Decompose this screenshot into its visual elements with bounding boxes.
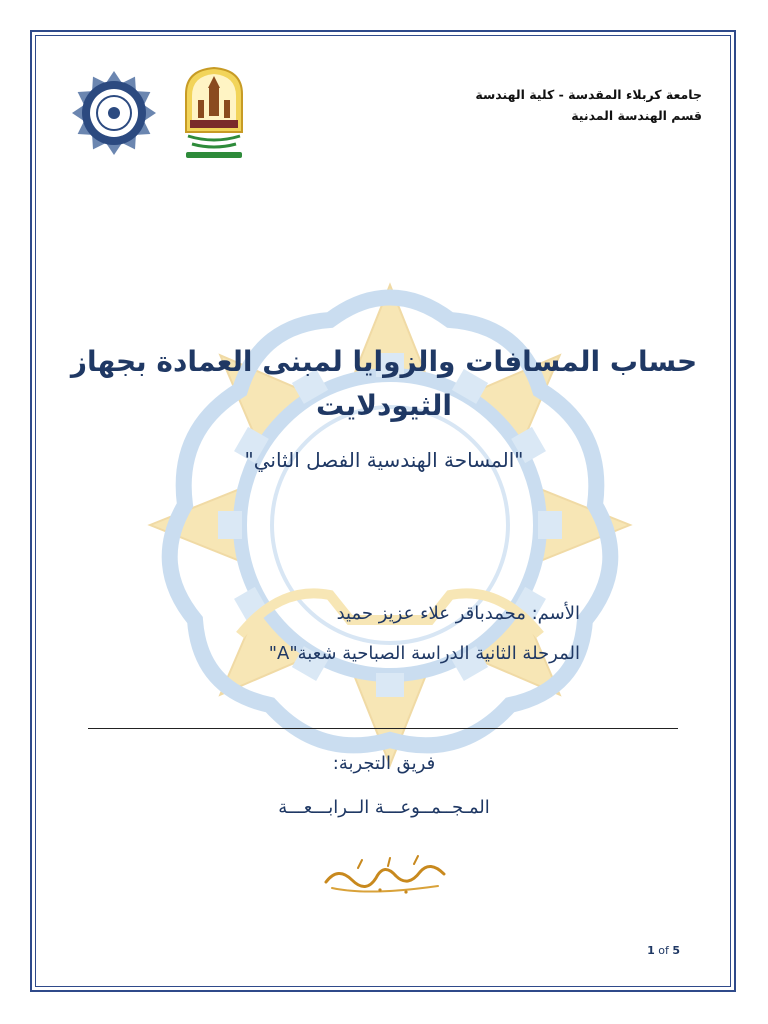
page-number <box>647 944 680 957</box>
team-group: المـجــمــوعـــة الــرابـــعـــة <box>278 797 490 818</box>
student-name: الأسم: محمدباقر علاء عزيز حميد <box>336 603 580 624</box>
university-name: جامعة كربلاء المقدسة - كلية الهندسة <box>475 87 702 102</box>
experiment-team <box>60 742 708 830</box>
report-title <box>60 340 708 428</box>
student-stage: المرحلة الثانية الدراسة الصباحية شعبة"A" <box>268 643 580 664</box>
university-of-kerbala-logo <box>178 64 250 162</box>
page-current: 1 <box>647 944 655 957</box>
college-of-engineering-logo <box>72 68 156 158</box>
horizontal-divider <box>88 728 678 729</box>
course-subtitle: "المساحة الهندسية الفصل الثاني" <box>244 448 524 472</box>
title-line-1: حساب المسافات والزوايا لمبنى العمادة بجهاز <box>70 345 698 378</box>
title-line-2: الثيودلايت <box>316 389 452 422</box>
calligraphy-signature <box>318 852 454 900</box>
team-label: فريق التجربة: <box>332 753 436 774</box>
university-header <box>475 84 702 126</box>
page-total: 5 <box>672 944 680 957</box>
page-of-label: of <box>658 944 669 957</box>
student-info <box>269 594 580 674</box>
department-name: قسم الهندسة المدنية <box>571 108 702 123</box>
